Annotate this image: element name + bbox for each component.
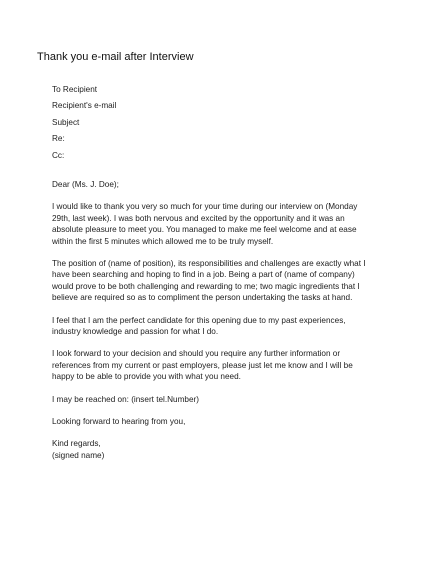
- paragraph-line: believe are required so as to compliment the person undertaking the tasks at hand.: [52, 293, 353, 303]
- paragraph-line: happy to be able to provide you with what you need.: [52, 372, 241, 382]
- header-to-recipient: To Recipient: [52, 85, 98, 94]
- header-recipient-email: Recipient's e-mail: [52, 101, 117, 111]
- paragraph-thanks: [52, 201, 392, 247]
- paragraph-line: I look forward to your decision and should you require any further information or: [52, 349, 341, 359]
- paragraph-line: Looking forward to hearing from you,: [52, 417, 186, 427]
- paragraph-look-forward: [52, 348, 392, 382]
- paragraph-line: within the first 5 minutes which allowed me to be truly myself.: [52, 236, 274, 246]
- header-subject: Subject: [52, 117, 80, 127]
- header-cc: Cc:: [52, 150, 65, 160]
- paragraph-closing-remark: [52, 416, 392, 427]
- signature-text: (signed name): [52, 450, 105, 460]
- header-re: Re:: [52, 134, 65, 144]
- salutation: [52, 179, 392, 190]
- sign-off: [52, 438, 392, 461]
- paragraph-line: absolute pleasure to meet you. You managed to make me feel welcome and at ease: [52, 225, 357, 235]
- salutation-text: Dear (Ms. J. Doe);: [52, 179, 119, 189]
- letter-body: [52, 84, 392, 461]
- paragraph-line: have been searching and hoping to find in a job. Being a part of (name of company): [52, 270, 355, 280]
- spacer: [52, 166, 392, 179]
- paragraph-line: I would like to thank you very so much for your time during our interview on (Monday: [52, 202, 358, 212]
- paragraph-line: would prove to be both challenging and rewarding to me; two magic ingredients that I: [52, 281, 360, 291]
- paragraph-candidate: [52, 315, 392, 338]
- paragraph-line: The position of (name of position), its responsibilities and challenges are exactly what I: [52, 258, 366, 268]
- paragraph-line: I may be reached on: (insert tel.Number): [52, 394, 199, 404]
- closing-text: Kind regards,: [52, 439, 101, 449]
- paragraph-line: industry knowledge and passion for what I do.: [52, 327, 219, 337]
- paragraph-position: [52, 258, 392, 304]
- document-title: Thank you e-mail after Interview: [37, 51, 194, 63]
- paragraph-line: 29th, last week). I was both nervous and excited by the opportunity and it was an: [52, 213, 345, 223]
- paragraph-line: I feel that I am the perfect candidate for this opening due to my past experiences,: [52, 315, 346, 325]
- paragraph-line: references from my current or past employers, please just let me know and I will be: [52, 360, 353, 370]
- paragraph-contact: [52, 394, 392, 405]
